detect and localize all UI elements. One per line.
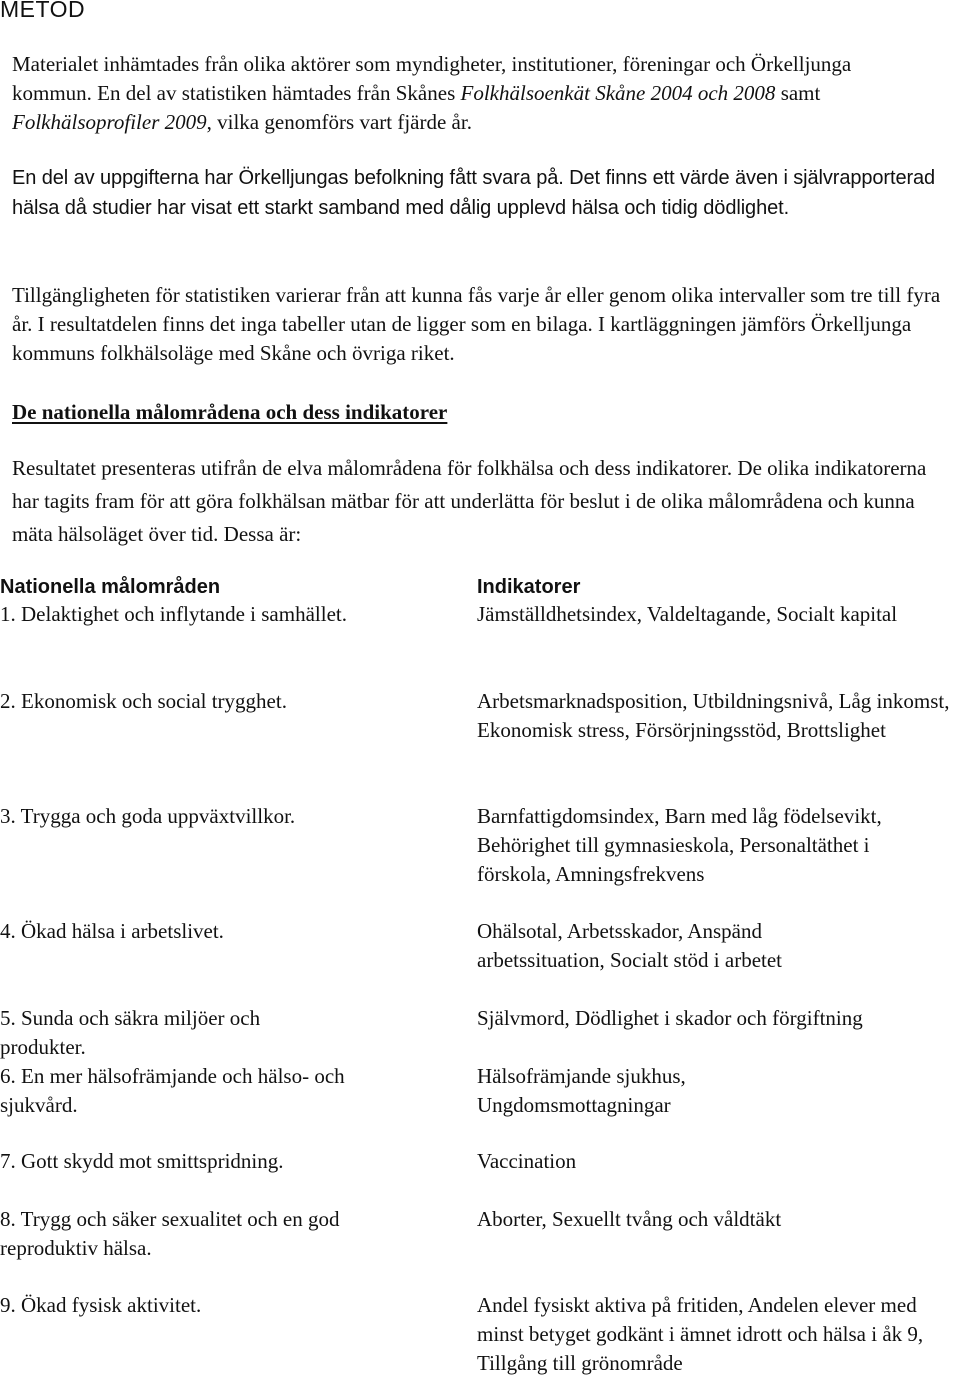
goal-name: 2. Ekonomisk och social trygghet. [0, 689, 287, 713]
goal-name: 3. Trygga och goda uppväxtvillkor. [0, 804, 296, 828]
goal-name: 5. Sunda och säkra miljöer och produkter. [0, 1006, 261, 1059]
goal-indicators: Ohälsotal, Arbetsskador, Anspänd arbetssituation, Socialt stöd i arbetet [477, 919, 783, 972]
goal-indicators: Barnfattigdomsindex, Barn med låg födelsevikt, Behörighet till gymnasieskola, Personaltäthet i förskola, Amningsfrekvens [477, 804, 882, 886]
column-heading-indicators: Indikatorer [477, 576, 581, 598]
goal-indicators: Arbetsmarknadsposition, Utbildningsnivå, Låg inkomst, Ekonomisk stress, Försörjningsstöd, Brottslighet [477, 689, 950, 742]
goal-indicators: Aborter, Sexuellt tvång och våldtäkt [477, 1207, 782, 1231]
goal-name: 6. En mer hälsofrämjande och hälso- och sjukvård. [0, 1064, 345, 1117]
goal-name: 4. Ökad hälsa i arbetslivet. [0, 919, 224, 943]
paragraph-intro: Materialet inhämtades från olika aktörer som myndigheter, institutioner, föreningar och Örkelljunga kommun. En del av statistiken hämtades från Skånes Folkhälsoenkät Skåne 2004 och 2008 samt Folkhälsoprofiler 2009, vilka genomförs vart fjärde år. [12, 52, 852, 134]
paragraph-self-reported: En del av uppgifterna har Örkelljungas befolkning fått svara på. Det finns ett värde även i självrapporterad hälsa då studier har visat ett starkt samband med dålig upplevd hälsa och tidig dödlighet. [12, 167, 936, 219]
goal-indicators: Hälsofrämjande sjukhus, Ungdomsmottagningar [477, 1064, 686, 1117]
goal-name: 9. Ökad fysisk aktivitet. [0, 1293, 202, 1317]
goal-name: 7. Gott skydd mot smittspridning. [0, 1149, 284, 1173]
goal-indicators: Självmord, Dödlighet i skador och förgiftning [477, 1006, 863, 1030]
goal-indicators: Vaccination [477, 1149, 577, 1173]
column-heading-goals: Nationella målområden [0, 576, 221, 598]
goal-name: 1. Delaktighet och inflytande i samhället. [0, 602, 347, 626]
paragraph-availability: Tillgängligheten för statistiken varierar från att kunna fås varje år eller genom olika intervaller som tre till fyra år. I resultatdelen finns det inga tabeller utan de ligger som en bilaga. I kartläggningen jämförs Örkelljunga kommuns folkhälsoläge med Skåne och övriga riket. [12, 283, 941, 365]
page-heading: METOD [0, 0, 86, 22]
goal-name: 8. Trygg och säker sexualitet och en god reproduktiv hälsa. [0, 1207, 340, 1260]
section-heading: De nationella målområdena och dess indikatorer [12, 400, 448, 424]
paragraph-results: Resultatet presenteras utifrån de elva målområdena för folkhälsa och dess indikatorer. De olika indikatorerna har tagits fram för att göra folkhälsan mätbar för att underlätta för beslut i de olika målområdena och kunna mäta hälsoläget över tid. Dessa är: [12, 456, 927, 546]
goal-indicators: Andel fysiskt aktiva på fritiden, Andelen elever med minst betyget godkänt i ämnet idrott och hälsa i åk 9, Tillgång till grönområde [477, 1293, 924, 1375]
goal-indicators: Jämställdhetsindex, Valdeltagande, Socialt kapital [477, 602, 898, 626]
